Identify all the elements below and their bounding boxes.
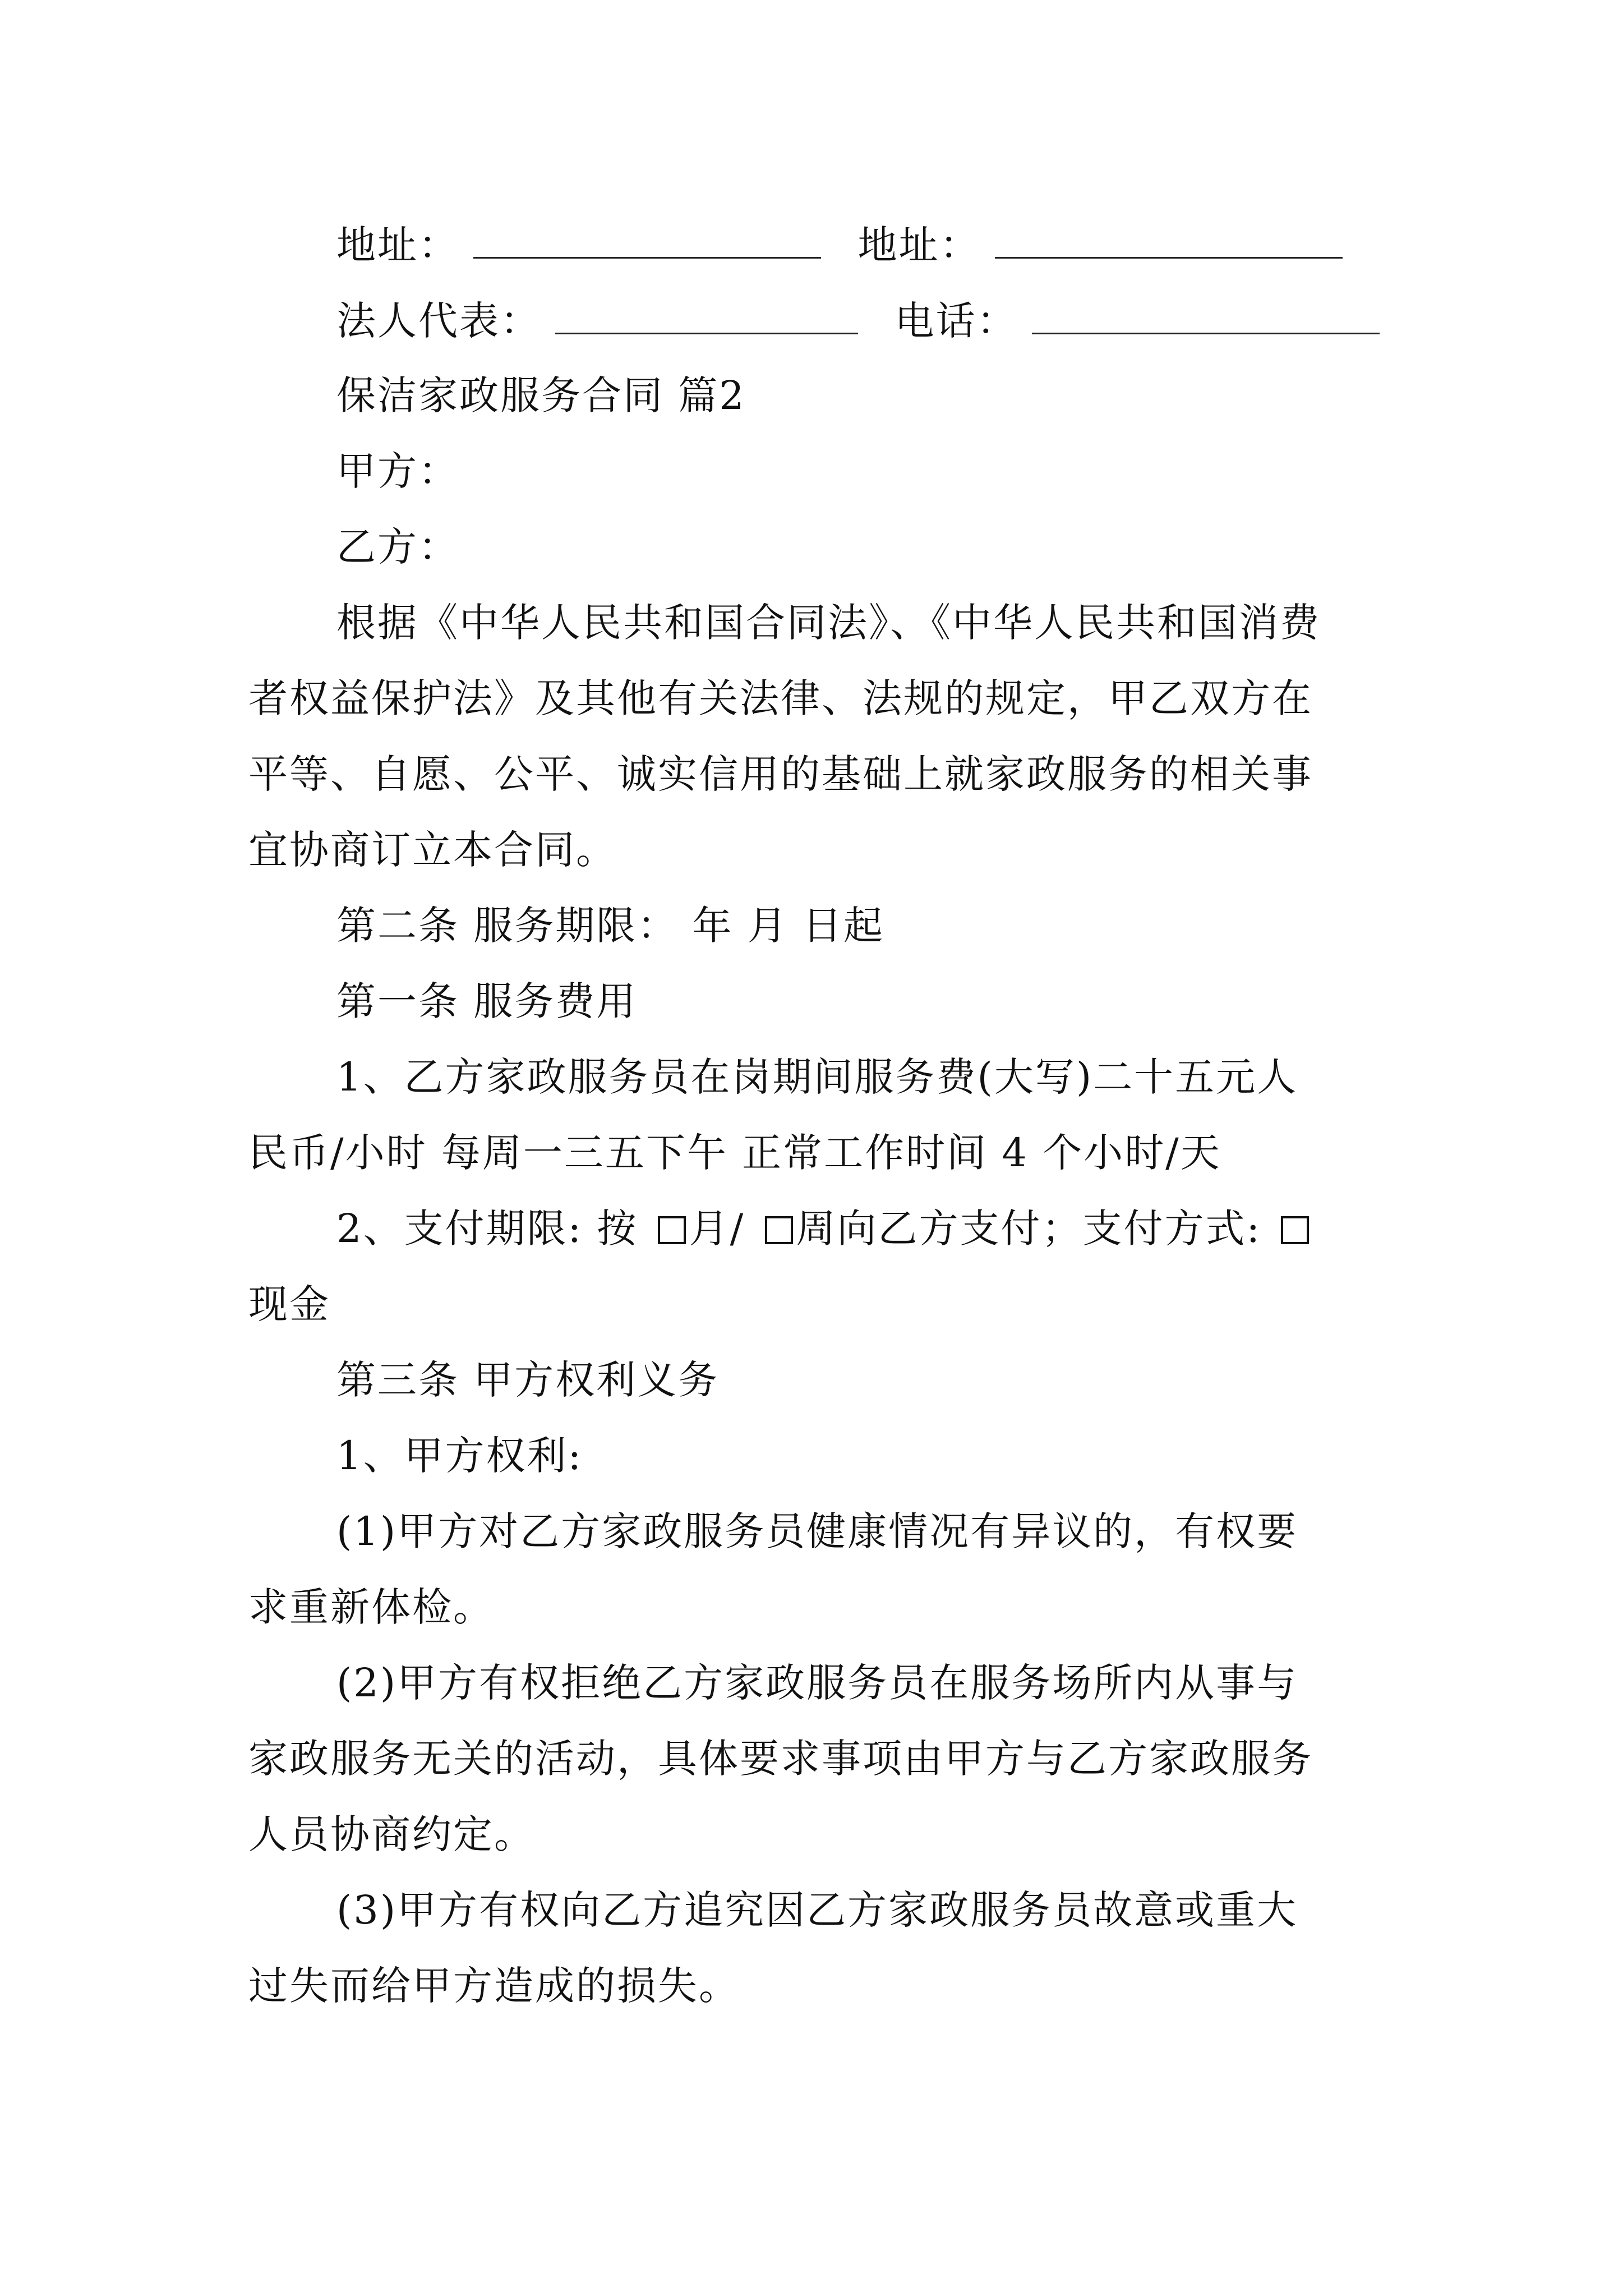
legal-rep-label: 法人代表： xyxy=(336,298,541,344)
clause-1-line-1: (1)甲方对乙方家政服务员健康情况有异议的，有权要 xyxy=(336,1508,1298,1554)
address-blank-b xyxy=(995,224,1343,259)
party-b: 乙方： xyxy=(336,524,459,570)
address-blank-a xyxy=(473,224,821,259)
address-row xyxy=(336,222,1343,268)
clause-3-line-2: 过失而给甲方造成的损失。 xyxy=(248,1963,740,2009)
rights-heading: 1、甲方权利: xyxy=(336,1433,583,1479)
preamble-line-4: 宜协商订立本合同。 xyxy=(248,827,617,873)
clause-2-line-3: 人员协商约定。 xyxy=(248,1811,535,1857)
payment-prefix: 2、支付期限: 按 xyxy=(336,1205,638,1251)
preamble-line-2: 者权益保护法》及其他有关法律、法规的规定，甲乙双方在 xyxy=(248,675,1313,721)
month-checkbox[interactable] xyxy=(658,1216,686,1244)
fee-item-line-1: 1、乙方家政服务员在岗期间服务费(大写)二十五元人 xyxy=(336,1054,1298,1100)
party-a: 甲方： xyxy=(336,448,459,494)
payment-method: 现金 xyxy=(248,1281,330,1327)
legal-rep-blank xyxy=(555,300,858,334)
phone-blank xyxy=(1032,300,1380,334)
section-title: 保洁家政服务合同 篇2 xyxy=(336,372,746,418)
payment-line xyxy=(336,1205,1309,1251)
week-checkbox[interactable] xyxy=(765,1216,793,1244)
phone-label: 电话： xyxy=(895,298,1018,344)
article-term: 第二条 服务期限： 年 月 日起 xyxy=(336,903,885,949)
article-rights: 第三条 甲方权利义务 xyxy=(336,1357,720,1403)
legal-rep-row xyxy=(336,298,1380,344)
clause-2-line-1: (2)甲方有权拒绝乙方家政服务员在服务场所内从事与 xyxy=(336,1660,1298,1706)
preamble-line-1: 根据《中华人民共和国合同法》、《中华人民共和国消费 xyxy=(336,600,1321,646)
clause-3-line-1: (3)甲方有权向乙方追究因乙方家政服务员故意或重大 xyxy=(336,1887,1298,1933)
address-label-a: 地址： xyxy=(336,222,459,268)
fee-item-line-2: 民币/小时 每周一三五下午 正常工作时间 4 个小时/天 xyxy=(248,1130,1221,1176)
month-option-label: 月/ xyxy=(689,1205,745,1251)
address-label-b: 地址： xyxy=(857,222,981,268)
clause-1-line-2: 求重新体检。 xyxy=(248,1584,494,1630)
week-option-label: 周向乙方支付；支付方式: xyxy=(796,1205,1262,1251)
article-fee: 第一条 服务费用 xyxy=(336,978,638,1024)
clause-2-line-2: 家政服务无关的活动，具体要求事项由甲方与乙方家政服务 xyxy=(248,1736,1313,1782)
cash-checkbox[interactable] xyxy=(1281,1216,1309,1244)
preamble-line-3: 平等、自愿、公平、诚实信用的基础上就家政服务的相关事 xyxy=(248,751,1313,797)
